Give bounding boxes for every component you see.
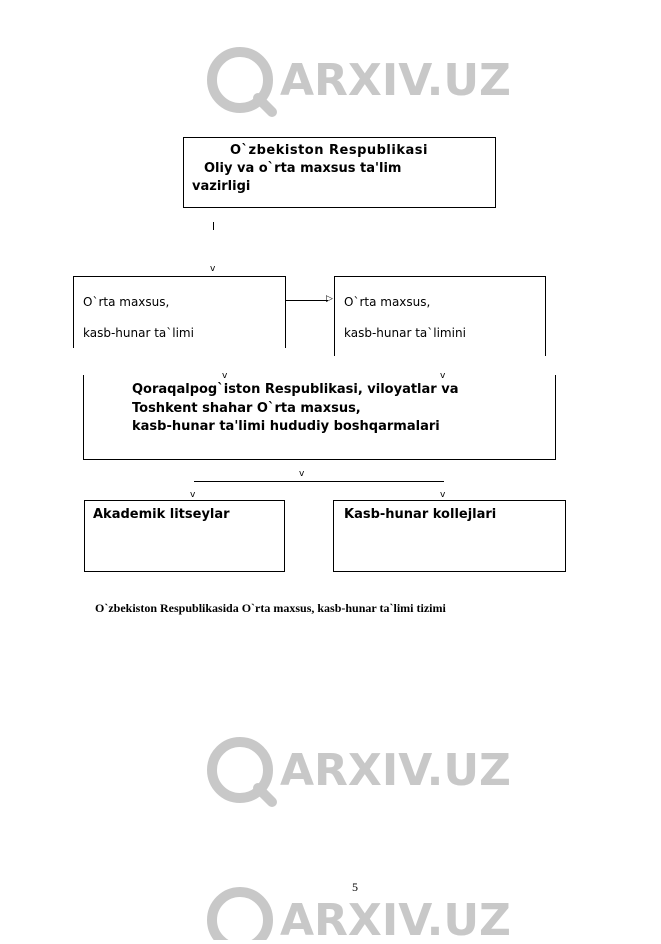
regional-box [83, 375, 556, 460]
watermark-bottom [200, 730, 510, 810]
arrow-down-icon: v [299, 469, 305, 479]
page-number: 5 [352, 880, 358, 894]
ministry-line-3: vazirligi [192, 179, 251, 194]
vocational-colleges-box [333, 500, 566, 572]
right-box [334, 276, 546, 356]
watermark-text: ARXIV.UZ [280, 895, 510, 940]
watermark-top [200, 40, 510, 120]
arrow-down-icon: v [190, 490, 196, 500]
regional-line-3: kasb-hunar ta'limi hududiy boshqarmalari [132, 419, 440, 434]
academic-lyceums-box [84, 500, 285, 572]
right-box-line-1: O`rta maxsus, [344, 295, 431, 309]
arxiv-logo-icon [200, 730, 510, 810]
connector-top [213, 222, 214, 230]
arrow-down-icon: v [222, 371, 228, 381]
regional-line-2: Toshkent shahar O`rta maxsus, [132, 401, 361, 416]
academic-lyceums-label: Akademik litseylar [93, 507, 230, 522]
arxiv-logo-icon [200, 40, 510, 120]
arrow-right-icon: ▷ [326, 294, 333, 304]
diagram-caption: O`zbekiston Respublikasida O`rta maxsus, kasb-hunar ta`limi tizimi [95, 601, 446, 615]
ministry-line-1: O`zbekiston Respublikasi [230, 143, 428, 158]
right-box-line-2: kasb-hunar ta`limini [344, 326, 466, 340]
connector-horizontal [286, 300, 328, 301]
watermark-text: ARXIV.UZ [280, 55, 510, 106]
watermark-text: ARXIV.UZ [280, 745, 510, 796]
arrow-down-icon: v [440, 490, 446, 500]
vocational-colleges-label: Kasb-hunar kollejlari [344, 507, 497, 522]
arrow-down-icon: v [440, 371, 446, 381]
connector-split [194, 481, 444, 482]
left-box-line-2: kasb-hunar ta`limi [83, 326, 194, 340]
ministry-box [183, 137, 496, 208]
ministry-line-2: Oliy va o`rta maxsus ta'lim [204, 161, 402, 176]
left-box-line-1: O`rta maxsus, [83, 295, 170, 309]
arrow-down-icon: v [210, 264, 216, 274]
regional-line-1: Qoraqalpog`iston Respublikasi, viloyatlar va [132, 382, 459, 397]
left-box [73, 276, 286, 348]
